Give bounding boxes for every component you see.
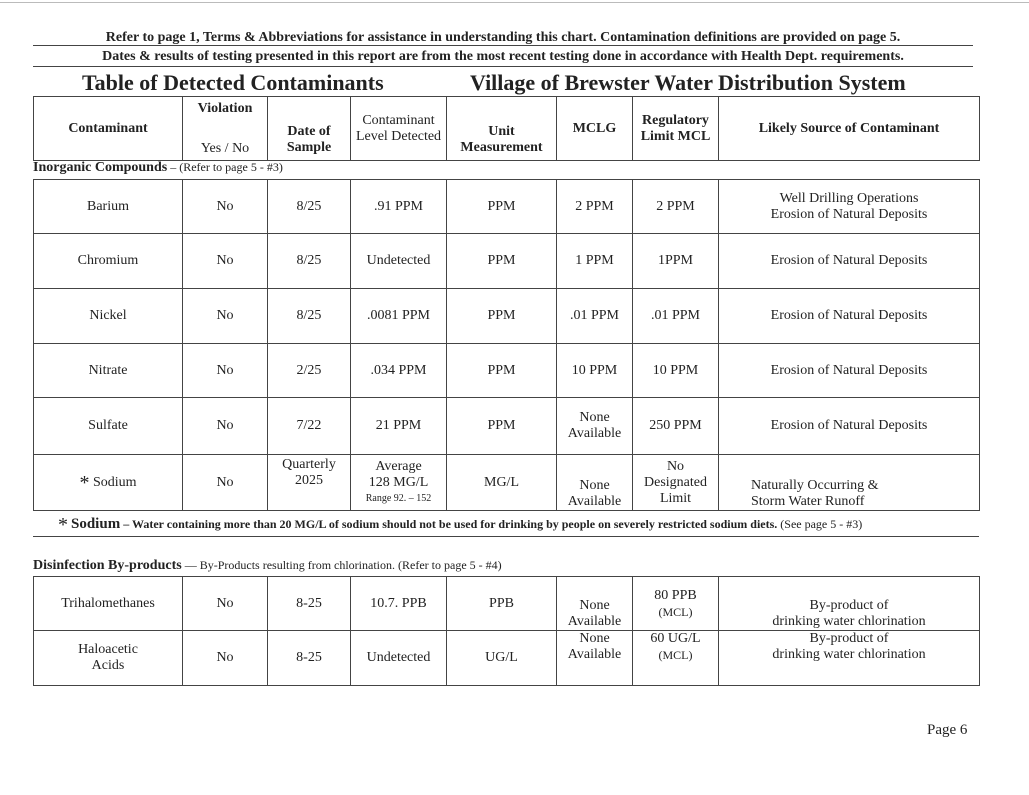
level-detected: .034 PPM (351, 344, 447, 398)
contaminant-name: Nickel (34, 289, 183, 344)
limit-value (633, 631, 719, 686)
source-cell (719, 455, 980, 511)
sample-date: 8/25 (268, 289, 351, 344)
source-cell: Erosion of Natural Deposits (719, 398, 980, 455)
level-detected: .0081 PPM (351, 289, 447, 344)
source-line: Well Drilling Operations (779, 190, 919, 206)
violation-header-label: Violation (197, 100, 253, 116)
level-detected (351, 455, 447, 511)
mclg-value: .01 PPM (557, 289, 633, 344)
violation-value: No (183, 289, 268, 344)
contaminants-table (33, 96, 980, 161)
header-note-dates: Dates & results of testing presented in this report are from the most recent testing done in accordance with Health Dept. requirements. (102, 49, 904, 64)
sodium-footnote (58, 514, 862, 537)
mclg-line: None (579, 631, 610, 646)
page-number: Page 6 (927, 722, 968, 738)
level-line: Average (375, 458, 422, 474)
limit-line: No (666, 458, 685, 474)
mclg-line: Available (567, 494, 622, 509)
table-row (34, 398, 980, 455)
unit-value: PPM (447, 180, 557, 234)
column-header-limit: Regulatory Limit MCL (633, 97, 719, 161)
name-line: Acids (91, 658, 125, 673)
limit-line: Limit (659, 490, 692, 506)
violation-value: No (183, 455, 268, 511)
sample-date: 8/25 (268, 180, 351, 234)
unit-value: PPM (447, 344, 557, 398)
level-line: 128 MG/L (368, 474, 429, 490)
sample-date: 8-25 (268, 577, 351, 631)
contaminant-name (34, 631, 183, 686)
system-title: Village of Brewster Water Distribution System (470, 70, 906, 95)
limit-line: Designated (644, 474, 707, 490)
source-line: By-product of (809, 631, 889, 646)
section-label-inorganic (33, 160, 283, 176)
sample-date: 7/22 (268, 398, 351, 455)
footnote-dash: – (120, 517, 132, 531)
sample-date: 8-25 (268, 631, 351, 686)
violation-value: No (183, 234, 268, 289)
sample-date (268, 455, 351, 511)
limit-line: (MCL) (658, 604, 693, 619)
violation-header-options: Yes / No (200, 140, 250, 156)
source-line: Naturally Occurring & (751, 478, 879, 493)
violation-value: No (183, 344, 268, 398)
sodium-label: Sodium (92, 474, 137, 490)
header-note-terms: Refer to page 1, Terms & Abbreviations for assistance in understanding this chart. Contamination definitions are provided on page 5. (105, 30, 901, 45)
source-line: Storm Water Runoff (751, 494, 865, 509)
level-detected: Undetected (351, 631, 447, 686)
column-header-violation (183, 97, 268, 161)
asterisk-mark: * (58, 514, 68, 536)
header-divider (33, 66, 973, 67)
unit-value: UG/L (447, 631, 557, 686)
unit-value: PPM (447, 289, 557, 344)
header-divider (33, 45, 973, 46)
date-line: 2025 (295, 473, 323, 488)
mclg-line: Available (567, 647, 622, 662)
footnote-label: Sodium (71, 516, 121, 532)
table-row-sodium (34, 455, 980, 511)
limit-value (633, 455, 719, 511)
name-line: Haloacetic (78, 642, 138, 657)
source-cell (719, 577, 980, 631)
contaminant-name: Trihalomethanes (34, 577, 183, 631)
limit-value: 2 PPM (633, 180, 719, 234)
mclg-line: None (579, 478, 610, 493)
footnote-reference: (See page 5 - #3) (777, 517, 863, 531)
source-line: drinking water chlorination (772, 647, 926, 662)
page-top-border (0, 2, 1029, 3)
source-cell (719, 180, 980, 234)
violation-value: No (183, 180, 268, 234)
limit-line: 80 PPB (654, 587, 697, 603)
contaminant-name: Nitrate (34, 344, 183, 398)
table-row (34, 577, 980, 631)
section-note: — By-Products resulting from chlorination. (Refer to page 5 - #4) (181, 558, 502, 572)
table-row (34, 631, 980, 686)
mclg-value: None Available (557, 398, 633, 455)
unit-value: PPB (447, 577, 557, 631)
column-header-unit: Unit Measurement (447, 97, 557, 161)
violation-value: No (183, 631, 268, 686)
limit-value: 10 PPM (633, 344, 719, 398)
column-header-level: Contaminant Level Detected (351, 97, 447, 161)
disinfection-table (33, 576, 980, 686)
source-cell: Erosion of Natural Deposits (719, 289, 980, 344)
violation-value: No (183, 577, 268, 631)
limit-value: 1PPM (633, 234, 719, 289)
asterisk-mark: * (79, 471, 90, 494)
limit-value: .01 PPM (633, 289, 719, 344)
date-line: Quarterly (282, 457, 336, 472)
source-cell (719, 631, 980, 686)
level-detected: 21 PPM (351, 398, 447, 455)
level-detected: .91 PPM (351, 180, 447, 234)
source-cell: Erosion of Natural Deposits (719, 344, 980, 398)
section-title: Disinfection By-products (33, 558, 182, 573)
table-row (34, 344, 980, 398)
source-line: drinking water chlorination (772, 614, 926, 629)
source-line: By-product of (809, 598, 889, 613)
limit-line: (MCL) (658, 648, 693, 662)
mclg-value (557, 577, 633, 631)
mclg-line: None (579, 598, 610, 613)
table-row (34, 234, 980, 289)
column-header-mclg: MCLG (557, 97, 633, 161)
table-header-row (34, 97, 980, 161)
mclg-value: 1 PPM (557, 234, 633, 289)
mclg-value (557, 631, 633, 686)
contaminant-name: Chromium (34, 234, 183, 289)
limit-value: 250 PPM (633, 398, 719, 455)
section-label-disinfection (33, 558, 502, 574)
column-header-source: Likely Source of Contaminant (719, 97, 980, 161)
section-title: Inorganic Compounds (33, 160, 168, 175)
limit-line: 60 UG/L (650, 631, 701, 646)
mclg-line: Available (567, 614, 622, 629)
unit-value: PPM (447, 234, 557, 289)
contaminant-name (34, 455, 183, 511)
unit-value: PPM (447, 398, 557, 455)
mclg-value (557, 455, 633, 511)
unit-value: MG/L (447, 455, 557, 511)
contaminant-name: Sulfate (34, 398, 183, 455)
level-detected: 10.7. PPB (351, 577, 447, 631)
footnote-divider (33, 536, 979, 537)
level-detected: Undetected (351, 234, 447, 289)
source-line: Erosion of Natural Deposits (770, 206, 928, 222)
section-note: – (Refer to page 5 - #3) (167, 160, 283, 174)
column-header-date: Date of Sample (268, 97, 351, 161)
level-range: Range 92. – 152 (365, 492, 432, 504)
inorganic-table (33, 179, 980, 511)
table-row (34, 180, 980, 234)
column-header-contaminant: Contaminant (34, 97, 183, 161)
table-row (34, 289, 980, 344)
limit-value (633, 577, 719, 631)
contaminant-name: Barium (34, 180, 183, 234)
sample-date: 8/25 (268, 234, 351, 289)
mclg-value: 10 PPM (557, 344, 633, 398)
table-title: Table of Detected Contaminants (82, 70, 384, 95)
sample-date: 2/25 (268, 344, 351, 398)
source-cell: Erosion of Natural Deposits (719, 234, 980, 289)
mclg-value: 2 PPM (557, 180, 633, 234)
footnote-text: Water containing more than 20 MG/L of sodium should not be used for drinking by people on severely restricted sodium diets. (132, 517, 778, 531)
violation-value: No (183, 398, 268, 455)
